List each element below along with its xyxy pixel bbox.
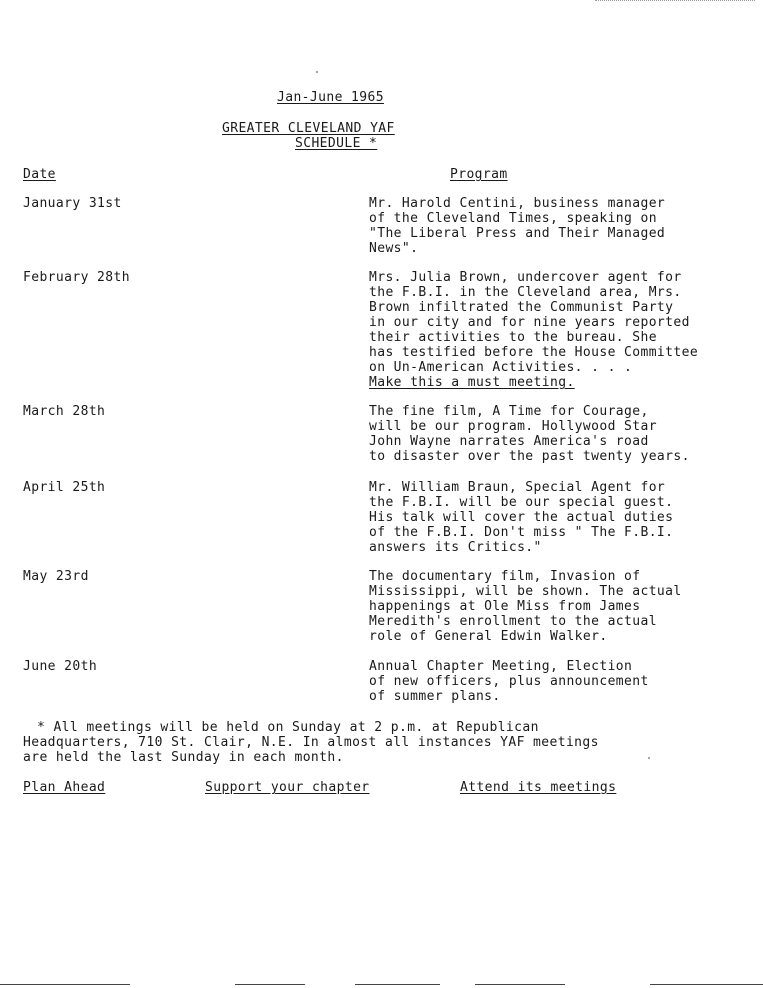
program-line: Meredith's enrollment to the actual xyxy=(369,614,657,629)
program-line: happenings at Ole Miss from James xyxy=(369,599,641,614)
bottom-edge-rule xyxy=(0,984,130,985)
program-line: in our city and for nine years reported xyxy=(369,315,690,330)
program-line: has testified before the House Committee xyxy=(369,345,699,360)
slogan-attend-meetings: Attend its meetings xyxy=(460,780,617,795)
schedule-period: Jan-June 1965 xyxy=(277,90,384,105)
entry-date: May 23rd xyxy=(23,569,89,584)
program-line: John Wayne narrates America's road xyxy=(369,434,649,449)
slogan-plan-ahead: Plan Ahead xyxy=(23,780,106,795)
bottom-edge-rule xyxy=(475,984,565,985)
scan-speck xyxy=(316,71,318,73)
date-column-header: Date xyxy=(23,167,56,182)
program-line: News". xyxy=(369,241,419,256)
entry-program xyxy=(369,569,682,644)
footnote-line: are held the last Sunday in each month. xyxy=(23,750,344,765)
bottom-edge-rule xyxy=(235,984,305,985)
entry-date: March 28th xyxy=(23,404,106,419)
program-line: answers its Critics." xyxy=(369,540,542,555)
program-line: Annual Chapter Meeting, Election xyxy=(369,659,633,674)
entry-date: June 20th xyxy=(23,659,98,674)
entry-program xyxy=(369,270,698,390)
program-line: Mrs. Julia Brown, undercover agent for xyxy=(369,270,682,285)
program-column-header: Program xyxy=(450,167,508,182)
program-line: of the Cleveland Times, speaking on xyxy=(369,211,657,226)
top-dotted-edge xyxy=(595,0,755,1)
bottom-edge-rule xyxy=(355,984,440,985)
slogan-support-chapter: Support your chapter xyxy=(205,780,370,795)
program-line: role of General Edwin Walker. xyxy=(369,629,608,644)
entry-program xyxy=(369,659,649,704)
organization-name: GREATER CLEVELAND YAF xyxy=(222,121,395,136)
program-line: on Un-American Activities. . . . xyxy=(369,360,633,375)
program-line: to disaster over the past twenty years. xyxy=(369,449,690,464)
entry-program xyxy=(369,404,690,464)
program-line: of summer plans. xyxy=(369,689,501,704)
program-line: Brown infiltrated the Communist Party xyxy=(369,300,674,315)
program-line: Mr. William Braun, Special Agent for xyxy=(369,480,666,495)
program-line: "The Liberal Press and Their Managed xyxy=(369,226,666,241)
entry-date: February 28th xyxy=(23,270,130,285)
schedule-title xyxy=(295,136,377,151)
program-line-emphasis: Make this a must meeting. xyxy=(369,375,575,390)
meeting-footnote xyxy=(23,720,599,765)
entry-date: January 31st xyxy=(23,196,122,211)
bottom-edge-rule xyxy=(650,984,763,985)
program-line: the F.B.I. will be our special guest. xyxy=(369,495,674,510)
entry-date: April 25th xyxy=(23,480,106,495)
schedule-title-text: SCHEDULE * xyxy=(295,136,378,151)
program-line: The documentary film, Invasion of xyxy=(369,569,641,584)
program-line: of new officers, plus announcement xyxy=(369,674,649,689)
program-line: the F.B.I. in the Cleveland area, Mrs. xyxy=(369,285,682,300)
program-line: His talk will cover the actual duties xyxy=(369,510,674,525)
program-line: will be our program. Hollywood Star xyxy=(369,419,657,434)
program-line: Mississippi, will be shown. The actual xyxy=(369,584,682,599)
entry-program xyxy=(369,196,665,256)
entry-program xyxy=(369,480,673,555)
scan-speck xyxy=(648,757,650,759)
program-line: The fine film, A Time for Courage, xyxy=(369,404,649,419)
program-line: of the F.B.I. Don't miss " The F.B.I. xyxy=(369,525,674,540)
footnote-line: Headquarters, 710 St. Clair, N.E. In almost all instances YAF meetings xyxy=(23,735,599,750)
program-line: Mr. Harold Centini, business manager xyxy=(369,196,666,211)
footnote-line: * All meetings will be held on Sunday at 2 p.m. at Republican xyxy=(37,720,539,735)
program-line: their activities to the bureau. She xyxy=(369,330,657,345)
